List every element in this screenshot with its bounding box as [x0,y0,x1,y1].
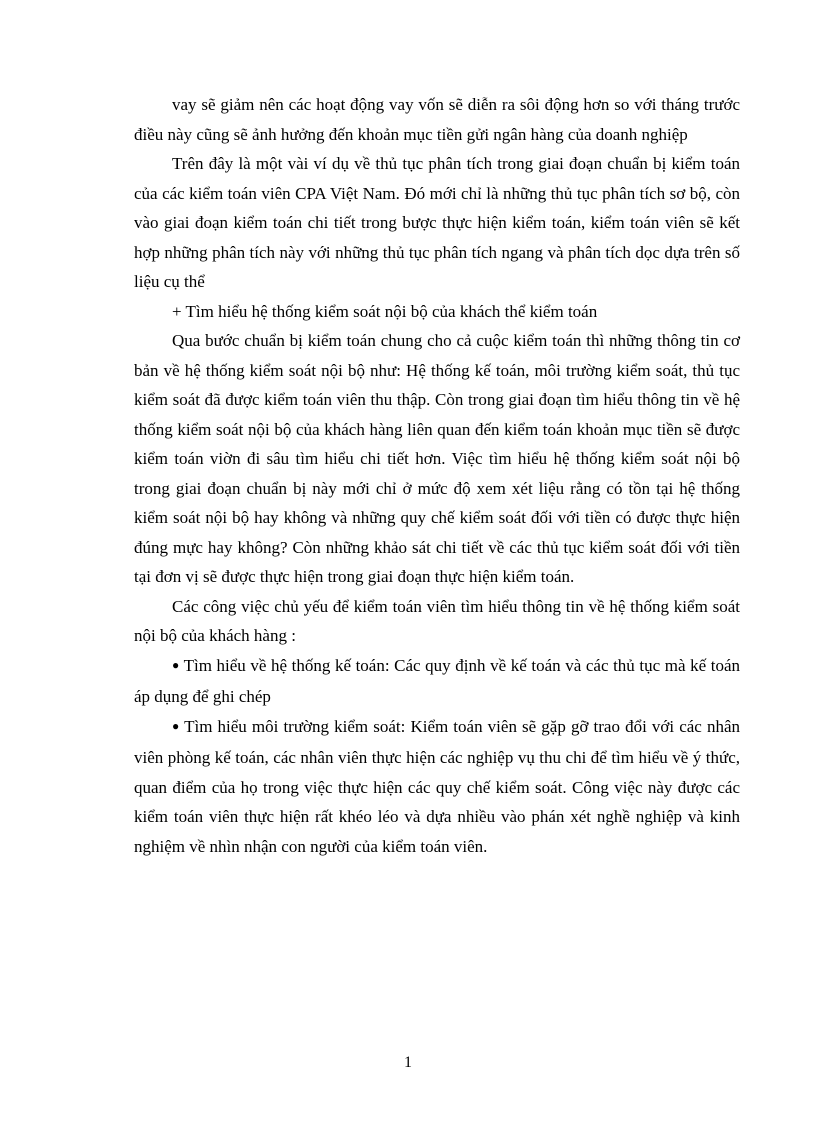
section-heading: + Tìm hiểu hệ thống kiểm soát nội bộ của khách thể kiểm toán [172,301,598,321]
page-number: 1 [404,1054,412,1071]
paragraph-3: Qua bước chuẩn bị kiểm toán chung cho cả cuộc kiểm toán thì những thông tin cơ bản về hệ thống kiểm soát nội bộ như: Hệ thống kế toán, môi trường kiểm soát, thủ tục kiểm soát đã được kiểm toán viên thu thập. Còn trong giai đoạn tìm hiểu thông tin về hệ thống kiểm soát nội bộ của khách hàng liên quan đến kiểm toán khoản mục tiền sẽ được kiểm toán viờn đi sâu tìm hiểu chi tiết hơn. Việc tìm hiểu hệ thống kiểm soát nội bộ trong giai đoạn chuẩn bị này mới chỉ ở mức độ xem xét liệu rằng có tồn tại hệ thống kiểm soát nội bộ hay không và những quy chế kiểm soát đối với tiền có được thực hiện đúng mực hay không? Còn những khảo sát chi tiết về các thủ tục kiểm soát đối với tiền tại đơn vị sẽ được thực hiện trong giai đoạn thực hiện kiểm toán. [134,331,740,586]
paragraph-4: Các công việc chủ yếu để kiểm toán viên tìm hiểu thông tin về hệ thống kiểm soát nội bộ của khách hàng : [134,596,740,645]
paragraph-2: Trên đây là một vài ví dụ về thủ tục phân tích trong giai đoạn chuẩn bị kiểm toán của các kiểm toán viên CPA Việt Nam. Đó mới chỉ là những thủ tục phân tích sơ bộ, còn vào giai đoạn kiểm toán chi tiết trong bược thực hiện kiểm toán, kiểm toán viên sẽ kết hợp những phân tích này với những thủ tục phân tích ngang và phân tích dọc dựa trên số liệu cụ thể [134,154,740,291]
bullet-item-text: Tìm hiểu về hệ thống kế toán: Các quy định về kế toán và các thủ tục mà kế toán áp dụng để ghi chép [134,655,741,706]
body-text [134,90,740,861]
bullet-item-text: Tìm hiểu môi trường kiểm soát: Kiểm toán viên sẽ gặp gỡ trao đổi với các nhân viên phòng kế toán, các nhân viên thực hiện các nghiệp vụ thu chi để tìm hiểu về ý thức, quan điểm của họ trong việc thực hiện các quy chế kiểm soát. Công việc này được các kiểm toán viên thực hiện rất khéo léo và dựa nhiều vào phán xét nghề nghiệp và kinh nghiệm về nhìn nhận con người của kiểm toán viên. [134,716,740,856]
bullet-icon: ● [172,657,180,672]
bullet-icon: ● [172,718,181,733]
paragraph-1: vay sẽ giảm nên các hoạt động vay vốn sẽ diễn ra sôi động hơn so với tháng trước điều này cũng sẽ ảnh hưởng đến khoản mục tiền gửi ngân hàng của doanh nghiệp [134,95,740,144]
bullet-item-accounting-system [134,651,740,712]
bullet-item-control-environment [134,712,740,862]
